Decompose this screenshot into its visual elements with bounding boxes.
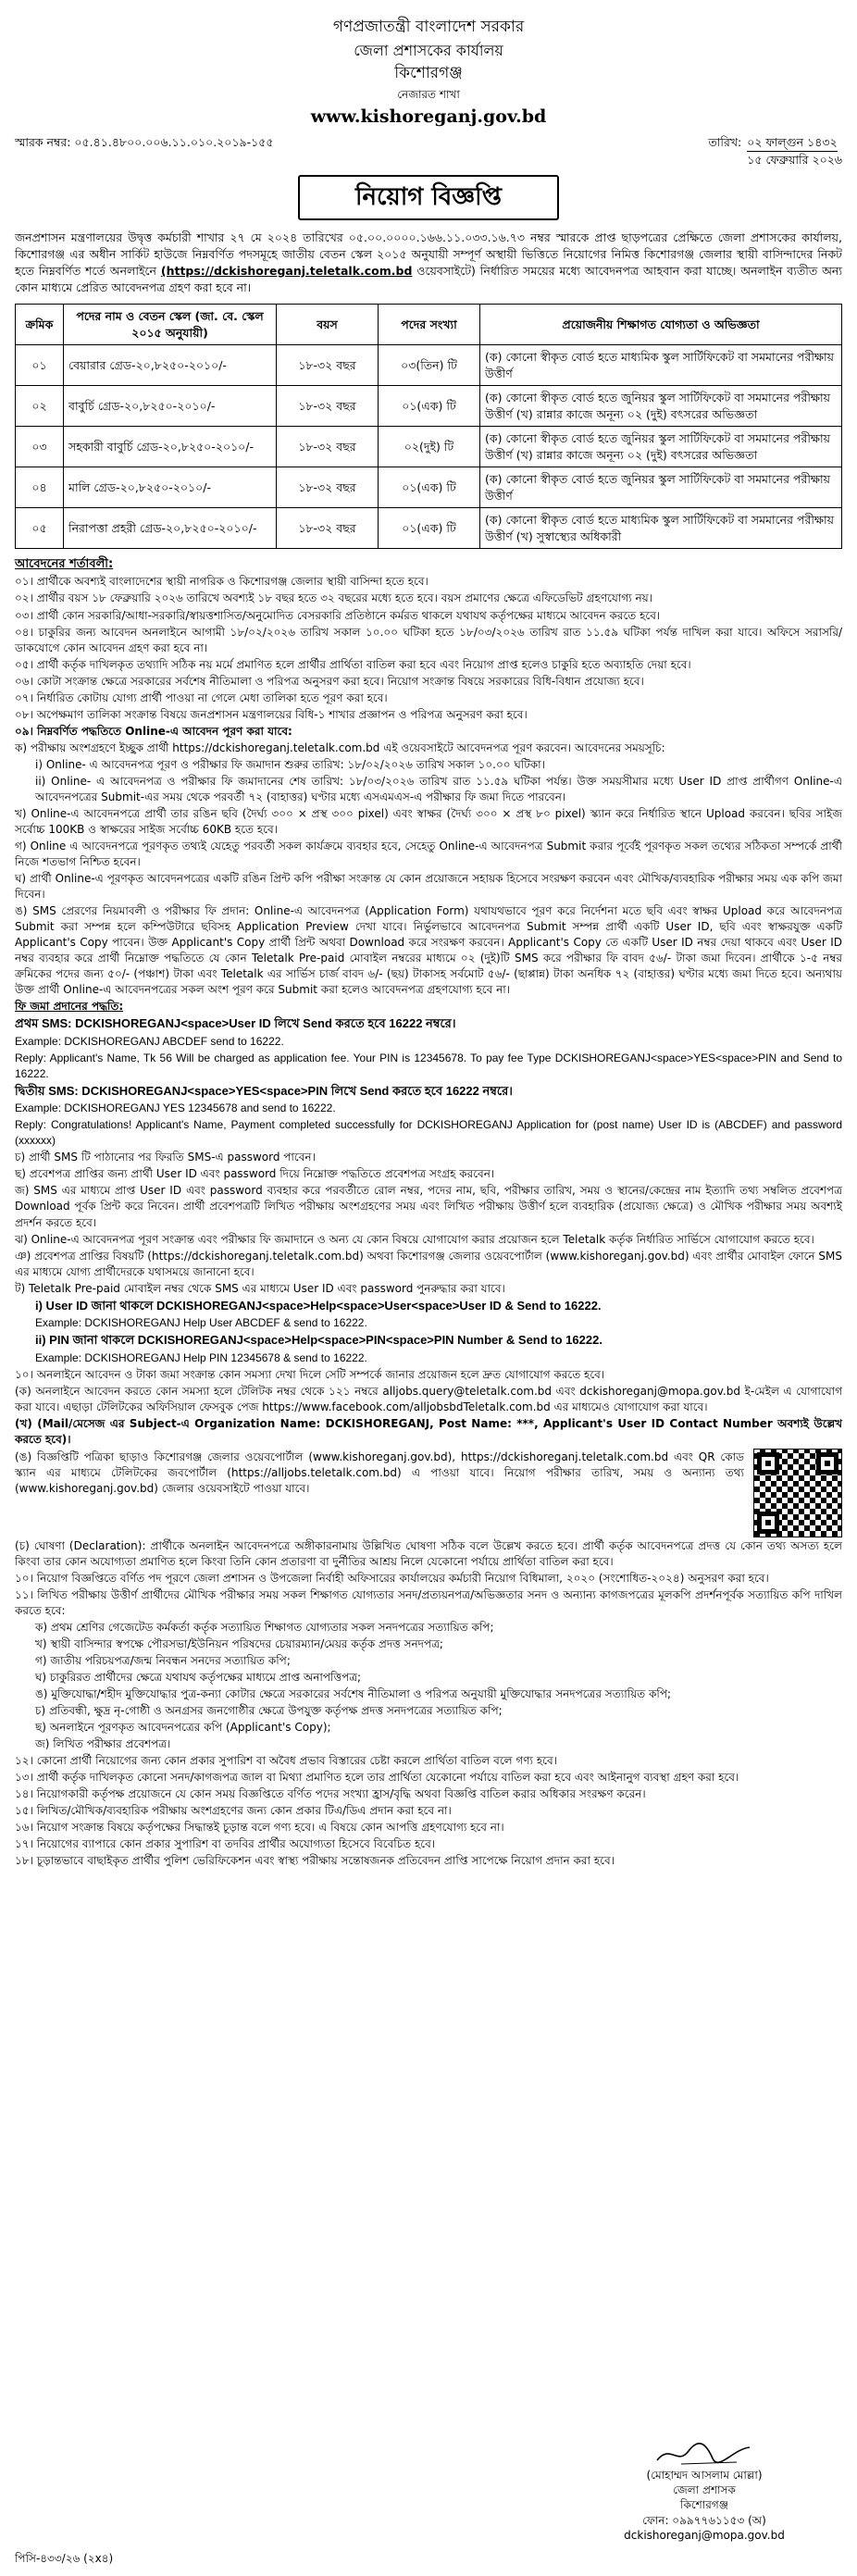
cell-age: ১৮-৩২ বছর <box>277 427 379 467</box>
cell-serial: ০৫ <box>16 508 64 549</box>
recover-pin: ii) PIN জানা থাকলে DCKISHOREGANJ<space>Help<space>PIN<space>PIN Number & Send to 16222. <box>35 1333 602 1348</box>
rest-item: ১৬। নিয়োগ সংক্রান্ত বিষয়ে কর্তৃপক্ষের সিদ্ধান্তই চূড়ান্ত বলে গণ্য হবে। এ বিষয়ে কোন আপত্তি গ্রহণযোগ্য হবে না। <box>15 1821 504 1835</box>
intro-paragraph <box>15 230 842 297</box>
online-d: ঘ) প্রার্থী Online-এ পূরণকৃত আবেদনপত্রের একটি রঙিন প্রিন্ট কপি পরীক্ষা সংক্রান্ত যে কোন প্রয়োজনে সহায়ক হিসেবে সংরক্ষণ করবেন এবং মৌখিক/ব্যবহারিক পরীক্ষার সময় এক কপি জমা দিবেন। <box>15 872 842 902</box>
recover-pin-example: Example: DCKISHOREGANJ Help PIN 12345678 & send to 16222. <box>35 1350 367 1364</box>
district-name: কিশোরগঞ্জ <box>394 64 463 83</box>
memo-row <box>15 134 842 168</box>
intro-tail: ওয়েবসাইটে) নির্ধারিত সময়ের মধ্যে আবেদনপত্র আহবান করা যাচ্ছে। অনলাইন ব্যতীত অন্য কোন মাধ্যমে প্রেরিত আবেদনপত্র গ্রহণ করা হবে না। <box>15 264 842 295</box>
cell-age: ১৮-৩২ বছর <box>277 345 379 386</box>
qr-code-icon[interactable] <box>753 1449 842 1537</box>
intro-text: জনপ্রশাসন মন্ত্রণালয়ের উদ্বৃত্ত কর্মচারী শাখার ২৭ মে ২০২৪ তারিখের ০৫.০০.০০০০.১৬৬.১১.০৩৩.১৬.৭৩ নম্বর স্মারকে প্রাপ্ত ছাড়পত্রের প্রেক্ষিতে জেলা প্রশাসকের কার্যালয়, কিশোরগঞ্জ এর অধীন সার্কিট হাউজে নিম্নবর্ণিত পদসমূহে জাতীয় বেতন স্কেল ২০১৫ অনুযায়ী সম্পূর্ণ অস্থায়ী ভিত্তিতে নিয়োগের নিমিত্ত কিশোরগঞ্জ জেলার স্থায়ী বাসিন্দাদের নিকট হতে নিম্নবর্ণিত শর্তে অনলাইনে <box>15 230 842 279</box>
cell-qualification: (ক) কোনো স্বীকৃত বোর্ড হতে জুনিয়র স্কুল সার্টিফিকেট বা সমমানের পরীক্ষায় উত্তীর্ণ <box>480 467 842 508</box>
government-name: গণপ্রজাতন্ত্রী বাংলাদেশ সরকার <box>332 18 525 36</box>
cell-count: ০১(এক) টি <box>379 508 480 549</box>
sms-note: ছ) প্রবেশপত্র প্রাপ্তির জন্য প্রার্থী User ID এবং password দিয়ে নিম্নোক্ত পদ্ধতিতে প্রবেশপত্র সংগ্রহ করবেন। <box>15 1167 495 1181</box>
rest-item: ১০। নিয়োগ বিজ্ঞপ্তিতে বর্ণিত পদ পূরণে জেলা প্রশাসন ও উপজেলা নির্বাহী অফিসারের কার্যালয়ের কর্মচারী নিয়োগ বিধিমালা, ২০২০ (সংশোধিত-২০২৪) অনুসরণ করা হবে। <box>15 1571 769 1585</box>
rest-item: ১২। কোনো প্রার্থী নিয়োগের জন্য কোন প্রকার সুপারিশ বা অবৈধ প্রভাব বিস্তারের চেষ্টা করলে প্রার্থিতা বাতিল বলে গণ্য হবে। <box>15 1754 557 1768</box>
term-item: ০৯। নিম্নবর্ণিত পদ্ধতিতে Online-এ আবেদন পূরণ করা যাবে: <box>15 724 292 738</box>
memo-date <box>708 134 842 168</box>
table-row <box>16 345 842 386</box>
rest-item: (চ) ঘোষণা (Declaration): প্রার্থীকে অনলাইন আবেদনপত্রে অঙ্গীকারনামায় উল্লিখিত ঘোষণা সঠিক বলে উল্লেখ করতে হবে। প্রার্থী কর্তৃক আবেদনপত্রে প্রদত্ত যে কোন তথ্য অসত্য হলে কিংবা তার কোন অযোগ্যতা প্রমাণিত হলে কিংবা তিনি কোন প্রতারণা বা দুর্নীতির আশ্রয় নিলে যেকোনো পর্যায়ে প্রার্থিতা বাতিল করা হবে। <box>15 1538 842 1568</box>
sms-note: ঞ) প্রবেশপত্র প্রাপ্তির বিষয়টি (https://dckishoreganj.teletalk.com.bd) অথবা কিশোরগঞ্জ জেলার ওয়েবপোর্টাল (www.kishoreganj.gov.bd) এবং প্রার্থীর মোবাইল ফোনে SMS এর মাধ্যমে যোগ্য প্রার্থীদেরকে যথাসময়ে জানানো হবে। <box>15 1249 842 1278</box>
rest-item: খ) স্থায়ী বাসিন্দার স্বপক্ষে পৌরসভা/ইউনিয়ন পরিষদের চেয়ারম্যান/মেয়র কর্তৃক প্রদত্ত সনদপত্র; <box>35 1636 443 1650</box>
col-count: পদের সংখ্যা <box>379 305 480 345</box>
posts-table <box>15 304 842 549</box>
cell-age: ১৮-৩২ বছর <box>277 467 379 508</box>
sms-note: চ) প্রার্থী SMS টি পাঠানোর পর ফিরতি SMS-এ password পাবেন। <box>15 1151 316 1164</box>
online-a: ক) পরীক্ষায় অংশগ্রহণে ইচ্ছুক প্রার্থী https://dckishoreganj.teletalk.com.bd এই ওয়েবসাইটে আবেদনপত্র পূরণ করবেন। আবেদনের সময়সূচি: <box>15 740 665 754</box>
date-bangla: ০২ ফাল্গুন ১৪৩২ <box>747 134 837 152</box>
fee-title: ফি জমা প্রদানের পদ্ধতি: <box>15 1000 124 1014</box>
online-ii: ii) Online- এ আবেদনপত্র ও পরীক্ষার ফি জমাদানের শেষ তারিখ: ১৮/০৩/২০২৬ তারিখ রাত ১১.৫৯ ঘটিকা পর্যন্ত। উক্ত সময়সীমার মধ্যে User ID প্রাপ্ত প্রার্থীগণ Online-এ আবেদনপত্রের Submit-এর সময় থেকে পরবর্তী ৭২ (বাহাত্তর) ঘণ্টার মধ্যে এসএমএস-এ পরীক্ষার ফি জমা দিতে পারবেন। <box>35 774 842 803</box>
cell-count: ০১(এক) টি <box>379 467 480 508</box>
cell-serial: ০৩ <box>16 427 64 467</box>
signatory-phone: ফোন: ০৯৯৭৭৬১১৫৩ (অ) <box>642 2513 766 2527</box>
rest-item: ১৩। প্রার্থী কর্তৃক দাখিলকৃত কোনো সনদ/কাগজপত্র জাল বা মিথ্যা প্রমাণিত হলে তার প্রার্থিতা যেকোনো পর্যায়ে বাতিল করা হবে এবং আইনানুগ ব্যবস্থা গ্রহণ করা হবে। <box>15 1771 739 1785</box>
terms-body <box>15 574 842 1869</box>
rest-item: ১৭। নিয়োগের ব্যাপারে কোন প্রকার সুপারিশ বা তদবির প্রার্থীর অযোগ্যতা হিসেবে বিবেচিত হবে। <box>15 1837 436 1851</box>
signature-icon <box>589 2440 820 2468</box>
online-i: i) Online- এ আবেদনপত্র পূরণ ও পরীক্ষার ফি জমাদান শুরুর তারিখ: ১৮/০২/২০২৬ তারিখ সকাল ১০.০০ ঘটিকা। <box>35 757 545 771</box>
notice-title: নিয়োগ বিজ্ঞপ্তি <box>298 175 559 219</box>
date-label: তারিখ: <box>708 135 742 150</box>
table-row <box>16 508 842 549</box>
term-item: ০৩। প্রার্থী কোন সরকারি/আধা-সরকারি/স্বায়ত্তশাসিত/অনুমোদিত বেসরকারি প্রতিষ্ঠানে কর্মরত থাকলে যথাযথ কর্তৃপক্ষের মাধ্যমে আবেদন করতে হবে। <box>15 608 661 622</box>
term-item: ০২। প্রার্থীর বয়স ১৮ ফেব্রুয়ারি ২০২৬ তারিখে অবশ্যই ১৮ বছর হতে ৩২ বছরের মধ্যে হতে হবে। বয়স প্রমাণের ক্ষেত্রে এফিডেভিট গ্রহণযোগ্য নয়। <box>15 591 652 605</box>
cell-count: ০১(এক) টি <box>379 386 480 427</box>
online-c: গ) Online এ আবেদনপত্রে পূরণকৃত তথ্যই যেহেতু পরবর্তী সকল কার্যক্রমে ব্যবহার হবে, সেহেতু Online-এ আবেদনপত্র Submit করার পূর্বেই পূরণকৃত সকল তথ্যের সঠিকতা সম্পর্কে প্রার্থী নিজে শতভাগ নিশ্চিত হবেন। <box>15 839 842 868</box>
cell-qualification: (ক) কোনো স্বীকৃত বোর্ড হতে মাধ্যমিক স্কুল সার্টিফিকেট বা সমমানের পরীক্ষায় উত্তীর্ণ (খ) সুস্বাস্থ্যের অধিকারী <box>480 508 842 549</box>
qr-section <box>15 1449 842 1537</box>
signatory-name: (মোহাম্মদ আসলাম মোল্লা) <box>646 2469 763 2482</box>
letterhead <box>15 17 842 129</box>
contact-item: (খ) (Mail/মেসেজ এর Subject-এ Organization Name: DCKISHOREGANJ, Post Name: ***, Applicant's User ID Contact Number অবশ্যই উল্লেখ করতে হবে)। <box>15 1416 842 1446</box>
sms-example-1: Example: DCKISHOREGANJ ABCDEF send to 16222. <box>15 1034 284 1048</box>
online-b: খ) Online-এ আবেদনপত্রে প্রার্থী তার রঙিন ছবি (দৈর্ঘ্য ৩০০ × প্রস্থ ৩০০ pixel) এবং স্বাক্ষর (দৈর্ঘ্য ৩০০ × প্রস্থ ৮০ pixel) স্ক্যান করে নির্ধারিত স্থানে Upload করবেন। ছবির সাইজ সর্বোচ্চ 100KB ও স্বাক্ষরের সাইজ সর্বোচ্চ 60KB হতে হবে। <box>15 806 842 836</box>
col-serial: ক্রমিক <box>16 305 64 345</box>
rest-item: ঙ) মুক্তিযোদ্ধা/শহীদ মুক্তিযোদ্ধার পুত্র-কন্যা কোটার ক্ষেত্রে সরকারের সর্বশেষ নীতিমালা ও পরিপত্র অনুযায়ী মুক্তিযোদ্ধার সনদপত্রের সত্যায়িত কপি; <box>35 1687 672 1701</box>
application-link[interactable]: (https://dckishoreganj.teletalk.com.bd <box>160 264 413 279</box>
cell-count: ০২(দুই) টি <box>379 427 480 467</box>
signatory-designation: জেলা প্রশাসক <box>673 2483 736 2497</box>
contact-item: ১০। অনলাইনে আবেদন ও টাকা জমা সংক্রান্ত কোন সমস্যা দেখা দিলে সেটি সম্পর্কে জানার প্রয়োজন হলে দ্রুত যোগাযোগ করতে হবে। <box>15 1367 605 1381</box>
cell-qualification: (ক) কোনো স্বীকৃত বোর্ড হতে মাধ্যমিক স্কুল সার্টিফিকেট বা সমমানের পরীক্ষায় উত্তীর্ণ <box>480 345 842 386</box>
table-row <box>16 427 842 467</box>
cell-serial: ০২ <box>16 386 64 427</box>
cell-serial: ০৪ <box>16 467 64 508</box>
rest-item: ১৫। লিখিত/মৌখিক/ব্যবহারিক পরীক্ষায় অংশগ্রহণের জন্য কোন প্রকার টিএ/ডিএ প্রদান করা হবে না। <box>15 1804 452 1818</box>
recover-uid-example: Example: DCKISHOREGANJ Help User ABCDEF & send to 16222. <box>35 1316 367 1330</box>
cell-post: সহকারী বাবুর্চি গ্রেড-২০,৮২৫০-২০১০/- <box>64 427 277 467</box>
cell-post: বেয়ারার গ্রেড-২০,৮২৫০-২০১০/- <box>64 345 277 386</box>
sms-note: জ) SMS এর মাধ্যমে প্রাপ্ত User ID এবং password ব্যবহার করে পরবর্তীতে রোল নম্বর, পদের নাম, ছবি, পরীক্ষার তারিখ, সময় ও স্থানের/কেন্দ্রের নাম ইত্যাদি তথ্য সম্বলিত প্রবেশপত্র Download পূর্বক প্রিন্ট করে নিবেন। প্রার্থী প্রবেশপত্রটি লিখিত পরীক্ষায় অংশগ্রহণের সময় এবং লিখিত পরীক্ষায় উত্তীর্ণ হলে ব্যবহারিক (প্রযোজ্য ক্ষেত্রে) ও মৌখিক পরীক্ষার সময় অবশ্যই প্রদর্শন করতে হবে। <box>15 1184 842 1229</box>
contact-item: (ক) অনলাইনে আবেদন করতে কোন সমস্যা হলে টেলিটক নম্বর থেকে ১২১ নম্বরে alljobs.query@teletalk.com.bd এবং dckishoreganj@mopa.gov.bd ই-মেইল এ যোগাযোগ করা যাবে। এছাড়া টেলিটকের অফিসিয়াল ফেসবুক পেজ https://www.facebook.com/alljobsbdTeletalk.com.bd এর মাধ্যমেও যোগাযোগ করা যাবে। <box>15 1384 842 1413</box>
term-item: ০৫। প্রার্থী কর্তৃক দাখিলকৃত তথ্যাদি সঠিক নয় মর্মে প্রমাণিত হলে প্রার্থীর প্রার্থিতা বাতিল করা হবে এবং নিয়োগ প্রাপ্ত হলেও চাকুরি হতে অব্যাহতি দেয়া হবে। <box>15 657 691 671</box>
rest-item: ক) প্রথম শ্রেণির গেজেটেড কর্মকর্তা কর্তৃক সত্যায়িত শিক্ষাগত যোগ্যতার সকল সনদপত্রের সত্যায়িত কপি; <box>35 1620 494 1634</box>
term-item: ০৮। অপেক্ষমাণ তালিকা সংক্রান্ত বিষয়ে জনপ্রশাসন মন্ত্রণালয়ের বিধি-১ শাখার প্রজ্ঞাপন ও পরিপত্র অনুসরণ করা হবে। <box>15 707 528 721</box>
rest-item: ছ) অনলাইনে পূরণকৃত আবেদনপত্রের কপি (Applicant's Copy); <box>35 1721 331 1735</box>
col-qualification: প্রয়োজনীয় শিক্ষাগত যোগ্যতা ও অভিজ্ঞতা <box>480 305 842 345</box>
signature-block <box>589 2440 820 2543</box>
date-english: ১৫ ফেব্রুয়ারি ২০২৬ <box>747 152 842 167</box>
term-item: ০৬। কোটা সংক্রান্ত ক্ষেত্রে সরকারের সর্বশেষ নীতিমালা ও পরিপত্র অনুসরণ করা হবে। নিয়োগ সংক্রান্ত বিষয়ে সরকারের বিধি-বিধান প্রযোজ্য হবে। <box>15 674 644 688</box>
cell-count: ০৩(তিন) টি <box>379 345 480 386</box>
rest-item: চ) প্রতিবন্ধী, ক্ষুদ্র নৃ-গোষ্ঠী ও অনগ্রসর জনগোষ্ঠীর ক্ষেত্রে উপযুক্ত কর্তৃপক্ষ প্রদত্ত সনদপত্রের সত্যায়িত কপি; <box>35 1704 503 1718</box>
print-code: পিসি-৪৩৩/২৬ (২x৪) <box>15 2552 114 2565</box>
sms-note: ট) Teletalk Pre-paid মোবাইল নম্বর থেকে SMS এর মাধ্যমে User ID এবং password পুনরুদ্ধার করা যাবে। <box>15 1281 505 1295</box>
col-post: পদের নাম ও বেতন স্কেল (জা. বে. স্কেল ২০১৫ অনুযায়ী) <box>64 305 277 345</box>
term-item: ০৪। চাকুরির জন্য আবেদন অনলাইনে আগামী ১৮/০২/২০২৬ তারিখ সকাল ১০.০০ ঘটিকা হতে ১৮/০৩/২০২৬ তারিখ রাত ১১.৫৯ ঘটিকা পর্যন্ত দাখিল করা যাবে। অফিসে সরাসরি/ডাকযোগে কোন আবেদন গ্রহণ করা হবে না। <box>15 625 842 654</box>
cell-post: বাবুর্চি গ্রেড-২০,৮২৫০-২০১০/- <box>64 386 277 427</box>
cell-serial: ০১ <box>16 345 64 386</box>
cell-age: ১৮-৩২ বছর <box>277 508 379 549</box>
cell-age: ১৮-৩২ বছর <box>277 386 379 427</box>
cell-qualification: (ক) কোনো স্বীকৃত বোর্ড হতে জুনিয়র স্কুল সার্টিফিকেট বা সমমানের পরীক্ষায় উত্তীর্ণ (খ) রান্নার কাজে অনূন্য ০২ (দুই) বৎসরের অভিজ্ঞতা <box>480 427 842 467</box>
website-url: www.kishoreganj.gov.bd <box>310 106 547 127</box>
term-item: ০১। প্রার্থীকে অবশ্যই বাংলাদেশের স্থায়ী নাগরিক ও কিশোরগঞ্জ জেলার স্থায়ী বাসিন্দা হতে হবে। <box>15 575 428 589</box>
rest-item: ১৪। নিয়োগকারী কর্তৃপক্ষ প্রয়োজনে যে কোন সময় বিজ্ঞপ্তিতে বর্ণিত পদের সংখ্যা হ্রাস/বৃদ্ধি অথবা বিজ্ঞপ্তি বাতিল করার অধিকার সংরক্ষণ করেন। <box>15 1787 646 1801</box>
office-name: জেলা প্রশাসকের কার্যালয় <box>354 41 503 59</box>
signatory-district: কিশোরগঞ্জ <box>680 2498 728 2512</box>
cell-post: মালি গ্রেড-২০,৮২৫০-২০১০/- <box>64 467 277 508</box>
sms-note: ঝ) Online-এ আবেদনপত্র পূরণ সংক্রান্ত এবং পরীক্ষার ফি জমাদানে ও অন্য যে কোন বিষয়ে যোগাযোগ করার প্রয়োজন হলে Teletalk কর্তৃক নির্ধারিত সার্ভিসে যোগাযোগ করতে হবে। <box>15 1232 814 1246</box>
rest-item: ১৮। চূড়ান্তভাবে বাছাইকৃত প্রার্থীর পুলিশ ভেরিফিকেশন এবং স্বাস্থ্য পরীক্ষায় সন্তোষজনক প্রতিবেদন প্রাপ্তি সাপেক্ষে নিয়োগ প্রদান করা হবে। <box>15 1854 615 1868</box>
signatory-email[interactable]: dckishoreganj@mopa.gov.bd <box>624 2528 785 2542</box>
rest-item: জ) লিখিত পরীক্ষার প্রবেশপত্র। <box>35 1737 171 1751</box>
branch-name: নেজারত শাখা <box>397 87 460 101</box>
table-header-row <box>16 305 842 345</box>
cell-qualification: (ক) কোনো স্বীকৃত বোর্ড হতে জুনিয়র স্কুল সার্টিফিকেট বা সমমানের পরীক্ষায় উত্তীর্ণ (খ) রান্নার কাজে অনূন্য ০২ (দুই) বৎসরের অভিজ্ঞতা <box>480 386 842 427</box>
qr-text: (ঙ) বিজ্ঞপ্তিটি পত্রিকা ছাড়াও কিশোরগঞ্জ জেলার ওয়েবপোর্টাল (www.kishoreganj.gov.bd), https://dckishoreganj.teletalk.com.bd এবং QR কোড স্ক্যান এর মাধ্যমে টেলিটকের জবপোর্টাল (https://alljobs.teletalk.com.bd) এ পাওয়া যাবে। নিয়োগ পরীক্ষার তারিখ, সময় ও অন্যান্য তথ্য (www.kishoreganj.gov.bd) জেলার ওয়েবসাইটে পাওয়া যাবে। <box>15 1450 744 1495</box>
sms-example-2: Example: DCKISHOREGANJ YES 12345678 and send to 16222. <box>15 1101 336 1115</box>
rest-item: গ) জাতীয় পরিচয়পত্র/জন্ম নিবন্ধন সনদের সত্যায়িত কপি; <box>35 1654 291 1668</box>
sms-intro: ঙ) SMS প্রেরণের নিয়মাবলী ও পরীক্ষার ফি প্রদান: Online-এ আবেদনপত্র (Application Form) যথাযথভাবে পূরণ করে নির্দেশনা মতে ছবি এবং স্বাক্ষর Upload করে আবেদনপত্র Submit করা সম্পন্ন হলে কম্পিউটারে ছবিসহ Application Preview দেখা যাবে। নির্ভুলভাবে আবেদনপত্র Submit সম্পন্ন প্রার্থী একটি User ID, ছবি এবং স্বাক্ষরযুক্ত একটি Applicant's Copy পাবেন। উক্ত Applicant's Copy প্রার্থী প্রিন্ট অথবা Download করে সংরক্ষণ করবেন। Applicant's Copy তে একটি User ID নম্বর দেয়া থাকবে এবং User ID নম্বর ব্যবহার করে প্রার্থী নিম্নোক্ত পদ্ধতিতে যে কোন Teletalk Pre-paid মোবাইল নম্বরের মাধ্যমে ০২ (দুই)টি SMS করে পরীক্ষার ফি বাবদ ৫৬/- টাকা জমা দিবেন। প্রার্থীকে ১-৫ নম্বর ক্রমিকের পদের জন্য ৫০/- (পঞ্চাশ) টাকা এবং Teletalk এর সার্ভিস চার্জ বাবদ ৬/- (ছয়) টাকাসহ সর্বমোট ৫৬/- (ছাপ্পান্ন) টাকা অনধিক ৭২ (বাহাত্তর) ঘণ্টার মধ্যে জমা দিতে হবে। অন্যথায় উক্ত প্রার্থী Online-এ আবেদনপত্রের সকল অংশ পূরণ করে Submit করা হলেও আবেদনপত্র গ্রহণযোগ্য হবে না। <box>15 904 842 997</box>
terms-title: আবেদনের শর্তাবলী: <box>15 557 114 572</box>
cell-post: নিরাপত্তা প্রহরী গ্রেড-২০,৮২৫০-২০১০/- <box>64 508 277 549</box>
rest-item: ঘ) চাকুরিরত প্রার্থীদের ক্ষেত্রে যথাযথ কর্তৃপক্ষের মাধ্যমে প্রাপ্ত অনাপত্তিপত্র; <box>35 1671 362 1685</box>
sms-reply-2: Reply: Congratulations! Applicant's Name, Payment completed successfully for DCKISHOREGANJ Application for (post name) User ID is (ABCDEF) and password (xxxxxx) <box>15 1118 842 1148</box>
col-age: বয়স <box>277 305 379 345</box>
sms-reply-1: Reply: Applicant's Name, Tk 56 Will be charged as application fee. Your PIN is 12345678. To pay fee Type DCKISHOREGANJ<space>YES<space>PIN and Send to 16222. <box>15 1051 842 1080</box>
sms-second: দ্বিতীয় SMS: DCKISHOREGANJ<space>YES<space>PIN লিখে Send করতে হবে 16222 নম্বরে। <box>15 1083 513 1098</box>
table-row <box>16 386 842 427</box>
recover-uid: i) User ID জানা থাকলে DCKISHOREGANJ<space>Help<space>User<space>User ID & Send to 16222. <box>35 1298 602 1313</box>
table-row <box>16 467 842 508</box>
term-item: ০৭। নির্ধারিত কোটায় যোগ্য প্রার্থী পাওয়া না গেলে মেধা তালিকা হতে পূরণ করা হবে। <box>15 691 388 704</box>
memo-ref: স্মারক নম্বর: ০৫.৪১.৪৮০০.০০৬.১১.০১০.২০১৯-১৫৫ <box>15 135 274 150</box>
rest-item: ১১। লিখিত পরীক্ষায় উত্তীর্ণ প্রার্থীদের মৌখিক পরীক্ষার সময় সকল শিক্ষাগত যোগ্যতার সনদ/প্রত্যয়নপত্র/অভিজ্ঞতার সনদ ও অন্যান্য কাগজপত্রের মূলকপি প্রদর্শনপূর্বক সত্যায়িত কপি দাখিল করতে হবে: <box>15 1587 842 1617</box>
sms-first: প্রথম SMS: DCKISHOREGANJ<space>User ID লিখে Send করতে হবে 16222 নম্বরে। <box>15 1016 456 1031</box>
